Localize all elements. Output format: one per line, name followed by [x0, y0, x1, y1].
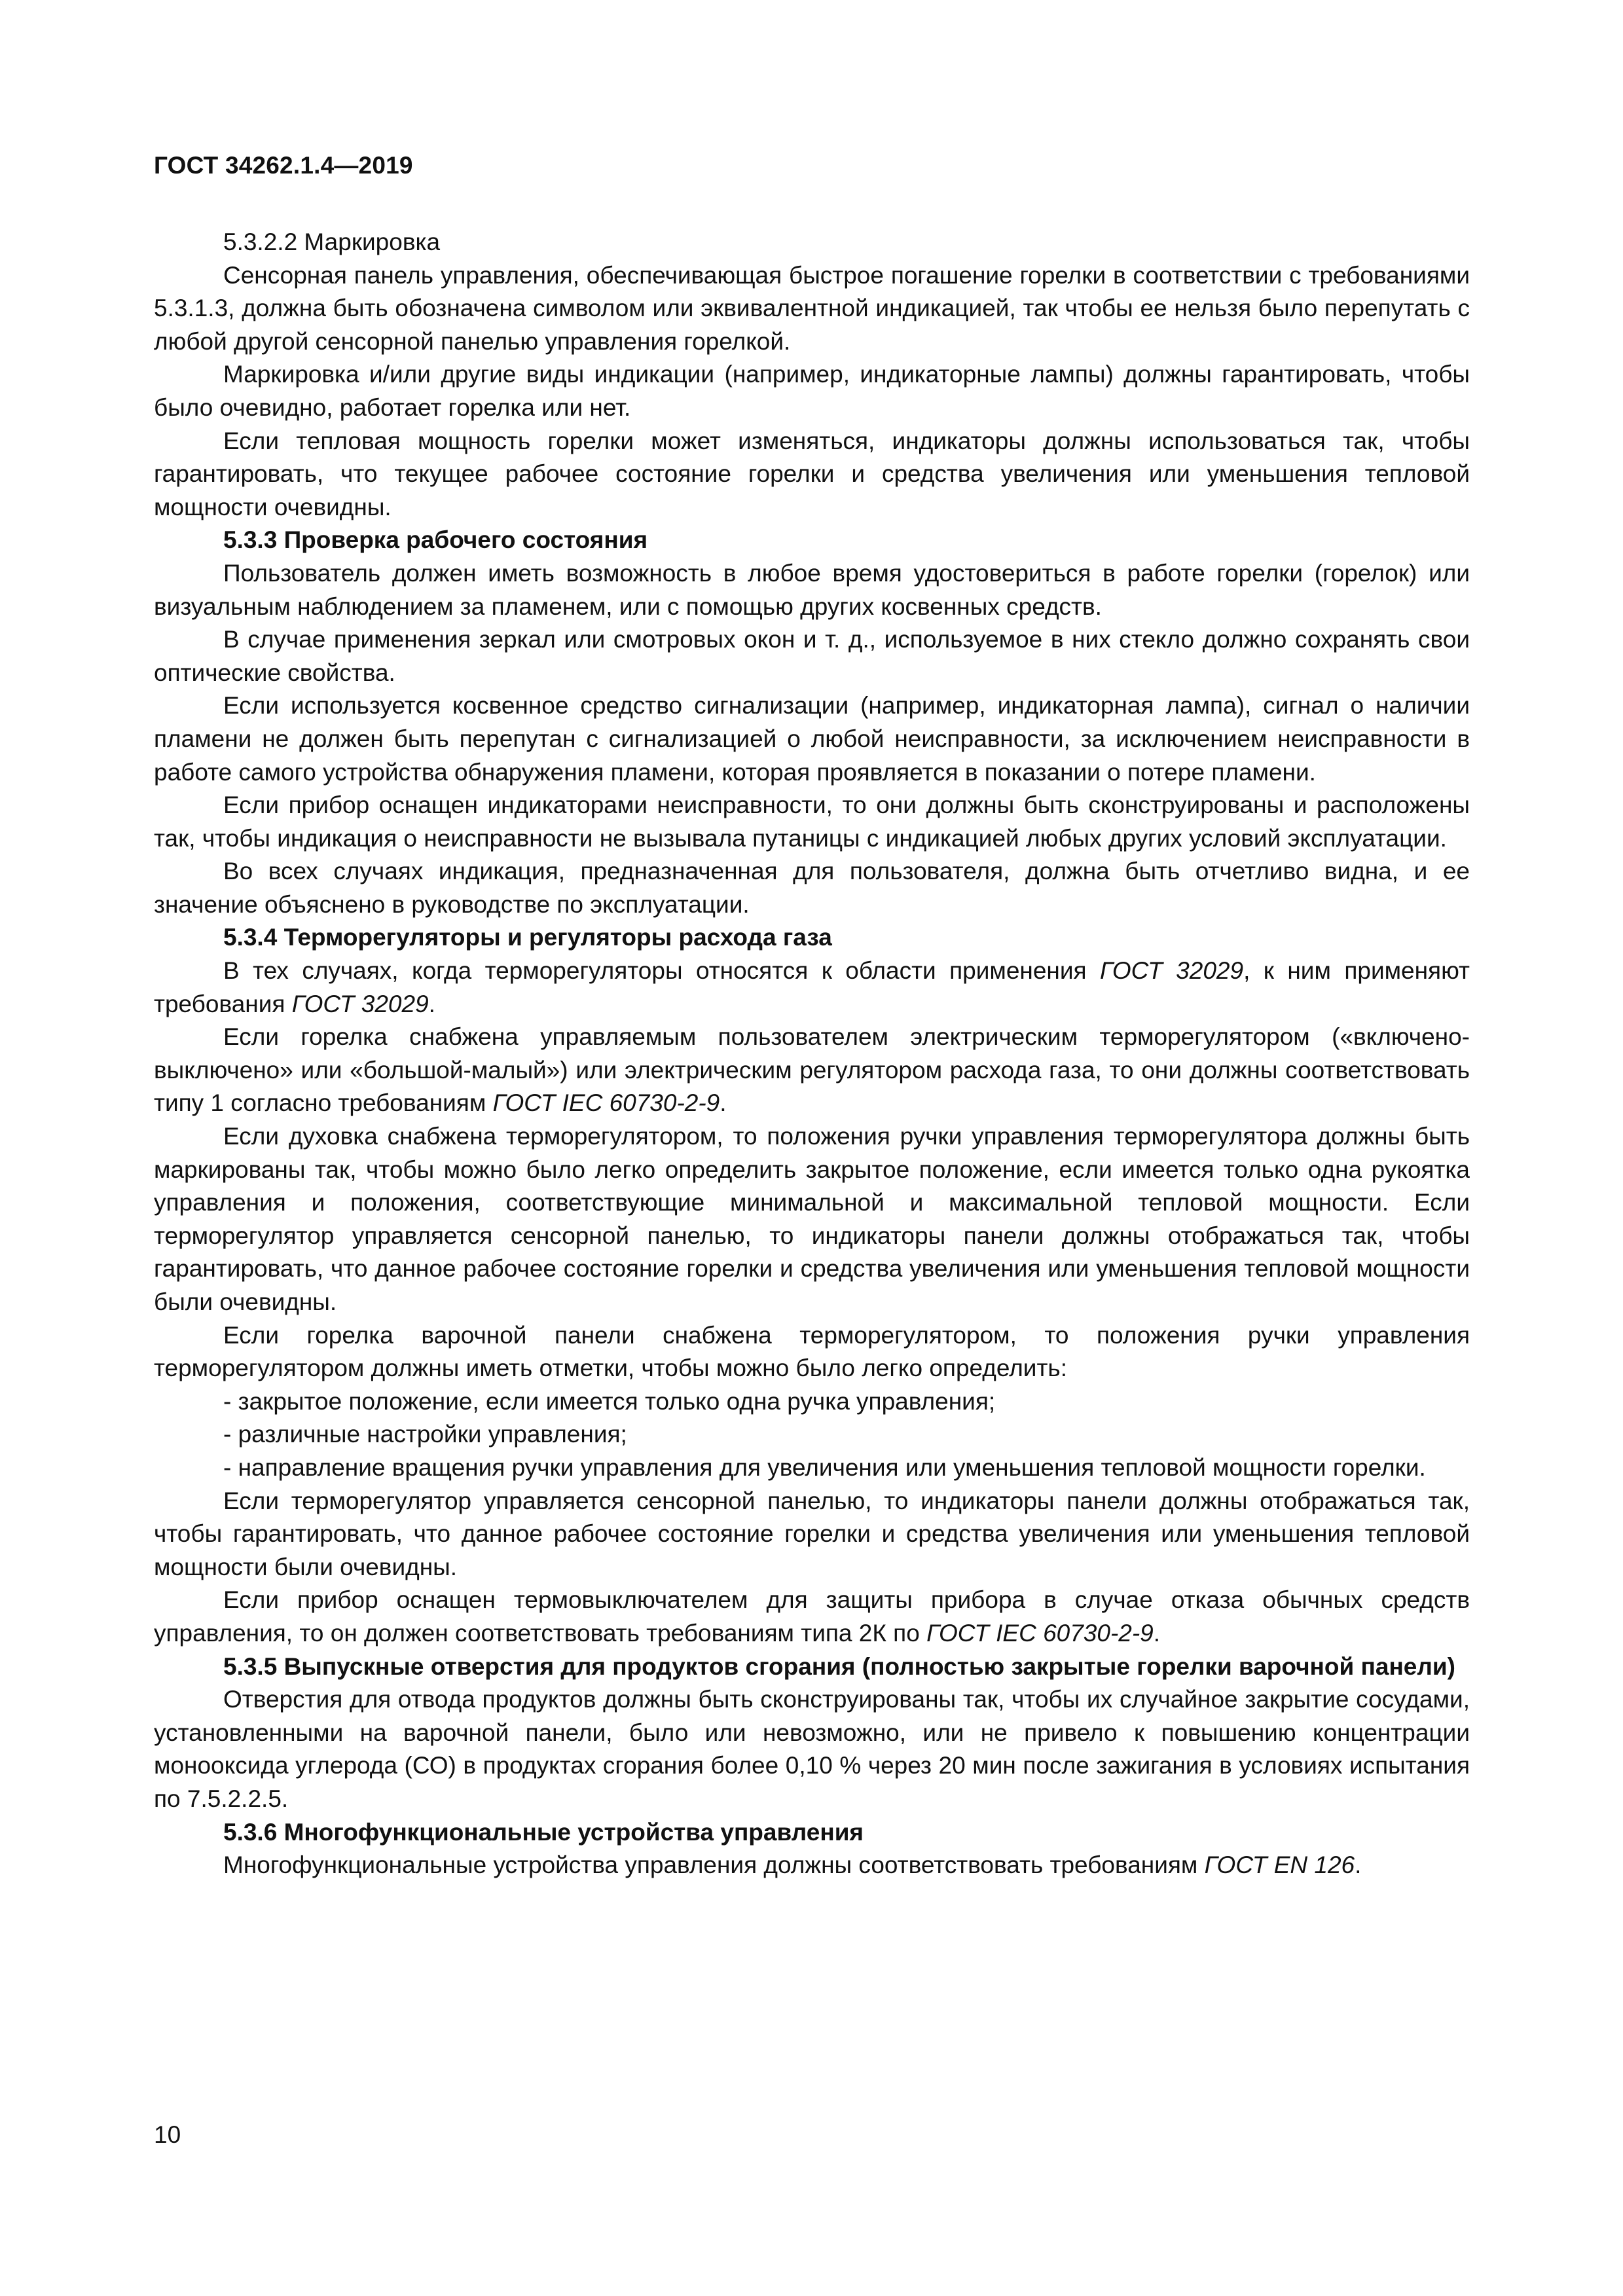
list-item: - направление вращения ручки управления для увеличения или уменьшения тепловой мощности горелки. [223, 1453, 1426, 1481]
section-heading-5-3-6: 5.3.6 Многофункциональные устройства управления [223, 1818, 864, 1846]
paragraph [154, 955, 1470, 1021]
paragraph: Сенсорная панель управления, обеспечивающая быстрое погашение горелки в соответствии с требованиями 5.3.1.3, должна быть обозначена символом или эквивалентной индикацией, так чтобы ее нельзя было перепутать с любой другой сенсорной панелью управления горелкой. [154, 261, 1470, 355]
list-item: - различные настройки управления; [223, 1421, 627, 1448]
document-header: ГОСТ 34262.1.4—2019 [154, 152, 413, 179]
paragraph [154, 1849, 1470, 1882]
paragraph: Если горелка варочной панели снабжена терморегулятором, то положения ручки управления терморегулятором должны иметь отметки, чтобы можно было легко определить: [154, 1321, 1470, 1382]
section-heading-5-3-5: 5.3.5 Выпускные отверстия для продуктов сгорания (полностью закрытые горелки варочной панели) [223, 1652, 1455, 1680]
text-run: Многофункциональные устройства управления должны соответствовать требованиям [223, 1851, 1205, 1879]
standard-reference: ГОСТ IEC 60730-2-9 [492, 1089, 720, 1117]
paragraph: Отверстия для отвода продуктов должны быть сконструированы так, чтобы их случайное закрытие сосудами, установленными на варочной панели, было или невозможно, или не привело к повышению концентрации монооксида углерода (СО) в продуктах сгорания более 0,10 % через 20 мин после зажигания в условиях испытания по 7.5.2.2.5. [154, 1686, 1470, 1812]
paragraph: Маркировка и/или другие виды индикации (например, индикаторные лампы) должны гарантировать, чтобы было очевидно, работает горелка или нет. [154, 361, 1470, 421]
document-body [154, 226, 1470, 1882]
clause-5-3-2-2-title: 5.3.2.2 Маркировка [223, 228, 441, 255]
paragraph: Пользователь должен иметь возможность в любое время удостовериться в работе горелки (горелок) или визуальным наблюдением за пламенем, или с помощью других косвенных средств. [154, 559, 1470, 620]
standard-reference: ГОСТ IEC 60730-2-9 [926, 1619, 1154, 1647]
paragraph: Если прибор оснащен индикаторами неисправности, то они должны быть сконструированы и расположены так, чтобы индикация о неисправности не вызывала путаницы с индикацией любых других условий эксплуатации. [154, 792, 1470, 852]
text-run: . [720, 1089, 727, 1117]
paragraph: Если тепловая мощность горелки может изменяться, индикаторы должны использоваться так, чтобы гарантировать, что текущее рабочее состояние горелки и средства увеличения или уменьшения тепловой мощности очевидны. [154, 427, 1470, 520]
text-run: В тех случаях, когда терморегуляторы относятся к области применения [223, 957, 1100, 985]
text-run: . [1153, 1619, 1161, 1647]
text-run: , к ним применяют требования [154, 957, 1470, 1017]
text-run: . [428, 990, 435, 1017]
text-run: Если горелка снабжена управляемым пользователем электрическим терморегулятором («включено-выключено» или «большой-малый») или электрическим регулятором расхода газа, то они должны соответствовать типу 1 согласно требованиям [154, 1023, 1470, 1117]
paragraph: Во всех случаях индикация, предназначенная для пользователя, должна быть отчетливо видна, и ее значение объяснено в руководстве по эксплуатации. [154, 858, 1470, 918]
paragraph: Если используется косвенное средство сигнализации (например, индикаторная лампа), сигнал о наличии пламени не должен быть перепутан с сигнализацией о любой неисправности, за исключением неисправности в работе самого устройства обнаружения пламени, которая проявляется в показании о потере пламени. [154, 692, 1470, 786]
section-heading-5-3-4: 5.3.4 Терморегуляторы и регуляторы расхода газа [223, 924, 832, 951]
page-number: 10 [154, 2121, 181, 2148]
paragraph: Если духовка снабжена терморегулятором, то положения ручки управления терморегулятора должны быть маркированы так, чтобы можно было легко определить закрытое положение, если имеется только одна рукоятка управления и положения, соответствующие минимальной и максимальной тепловой мощности. Если терморегулятор управляется сенсорной панелью, то индикаторы панели должны отображаться так, чтобы гарантировать, что данное рабочее состояние горелки и средства увеличения или уменьшения тепловой мощности были очевидны. [154, 1123, 1470, 1315]
text-run: . [1355, 1851, 1362, 1879]
text-run: Если прибор оснащен термовыключателем для защиты прибора в случае отказа обычных средств управления, то он должен соответствовать требованиям типа 2К по [154, 1586, 1470, 1647]
standard-reference: ГОСТ 32029 [1099, 957, 1244, 985]
paragraph [154, 1584, 1470, 1650]
paragraph [154, 1021, 1470, 1120]
section-heading-5-3-3: 5.3.3 Проверка рабочего состояния [223, 526, 648, 554]
paragraph: В случае применения зеркал или смотровых окон и т. д., используемое в них стекло должно сохранять свои оптические свойства. [154, 626, 1470, 686]
paragraph: Если терморегулятор управляется сенсорной панелью, то индикаторы панели должны отображаться так, чтобы гарантировать, что данное рабочее состояние горелки и средства увеличения или уменьшения тепловой мощности были очевидны. [154, 1487, 1470, 1580]
standard-reference: ГОСТ EN 126 [1204, 1851, 1355, 1879]
list-item: - закрытое положение, если имеется только одна ручка управления; [223, 1387, 996, 1415]
standard-reference: ГОСТ 32029 [291, 990, 429, 1017]
